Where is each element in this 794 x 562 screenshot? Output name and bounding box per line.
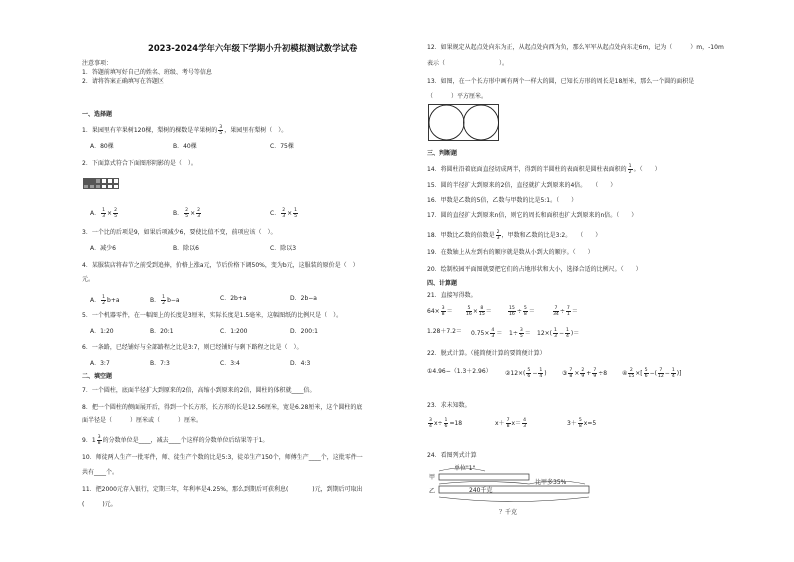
unit-label: 单位"1" (454, 465, 476, 472)
question-21: 21．直接写得数。 (427, 292, 477, 299)
question-7: 7．一个圆柱，底面半径扩大到原来的2倍，高缩小到原来的2倍，圆柱的体积就____倍。 (82, 387, 316, 394)
question-11-cont: ( )元。 (82, 501, 117, 508)
question-17: 17．圆的直径扩大到原来n倍，则它的周长和面积也扩大到原来的n倍。（ ） (427, 212, 638, 219)
notes-item: 2．请将答案正确填写在答题区 (82, 78, 164, 85)
calc-item: 1÷ $\frac{3}{5}$ ＝ (509, 328, 531, 339)
question-16: 16．甲数是乙数的5倍，乙数与甲数的比是5:1。（ ） (427, 197, 578, 204)
jia-label: 甲 (429, 474, 436, 481)
question-4: 4．某服装店将春节之前受到追捧，价格上涨a元，节后价格下调50%，变为b元，这服装的原价是（ ） (82, 262, 359, 269)
calc-item: $\frac{7}{34}$ ÷ $\frac{7}{1}$ ＝ (553, 306, 578, 317)
question-10: 10．师徒两人生产一批零件，师、徒生产个数的比是5:3，徒弟生产150个，师傅生产____个，这批零件一 (82, 454, 363, 461)
option-d: D．2b−a (290, 295, 317, 302)
yi-label: 乙 (429, 488, 436, 495)
option-c: C． $\frac{2}{3}$ × $\frac{1}{5}$ (270, 208, 298, 219)
bar-diagram-figure (427, 464, 597, 520)
equation-item: 3＋ $\frac{5}{8}$ x=5 (567, 418, 597, 429)
option-b: B． $\frac{1}{2}$ b−a (150, 295, 180, 306)
option-a: A．80棵 (90, 143, 114, 150)
option-a: A． $\frac{1}{2}$ b+a (90, 295, 120, 306)
question-19: 19．在数轴上从左到右的顺序就是数从小到大的顺序。（ ） (427, 249, 594, 256)
question-8: 8．把一个圆柱的侧面展开后，得到一个长方形，长方形的长是12.56厘米，宽是6.28厘米，这个圆柱的底 (82, 404, 363, 411)
mid-brace (439, 482, 529, 485)
calc-item: $\frac{15}{16}$ ÷ $\frac{5}{8}$ ＝ (509, 306, 535, 317)
question-24: 24．看图列式计算 (427, 452, 477, 459)
jia-bar (439, 474, 529, 480)
question-18: 18．甲数比乙数的倍数是 $\frac{2}{3}$ ，甲数和乙数的比是3:2。 （ ） (427, 230, 602, 241)
question-13: 13．如图，在一个长方形中画有两个一样大的圆，已知长方形的周长是18厘米，那么一个圆的面积是 (427, 78, 695, 85)
option-b: B．除以6 (173, 245, 199, 252)
option-a: A．1:20 (90, 328, 114, 335)
bottom-brace (439, 497, 589, 502)
option-a: A．减少6 (90, 245, 116, 252)
section-heading: 一、选择题 (82, 111, 113, 118)
question-12: 12．如果规定从起点处向东为正，从起点处向西为负，那么军军从起点处向东走6m，记为（ ）m，-10m (427, 44, 724, 51)
question-2: 2．下面算式符合下面图形阴影的是（ ）。 (82, 160, 197, 167)
rectangle-two-circles-figure (428, 104, 500, 142)
option-c: C．2b+a (220, 295, 247, 302)
option-b: B． $\frac{2}{5}$ × $\frac{2}{3}$ (173, 208, 201, 219)
calc-item: 0.75× $\frac{4}{3}$ ＝ (471, 328, 503, 339)
calc-item: ④ $\frac{2}{15}$ ×[ $\frac{5}{6}$ −( $\frac{7}{12}$ − $\frac{1}{4}$ )] (622, 368, 682, 379)
option-a: A． $\frac{1}{3}$ × $\frac{2}{5}$ (90, 208, 118, 219)
question-14: 14．将圆柱沿着底面直径切成两半，得到的半圆柱的表面积是圆柱表面积的 $\frac{1}{2}$ 。（ ） (427, 164, 661, 175)
exam-title: 2023-2024学年六年级下学期小升初模拟测试数学试卷 (148, 43, 358, 53)
option-d: D．200:1 (290, 328, 318, 335)
option-c: C．75棵 (270, 143, 294, 150)
calc-item: ③ $\frac{7}{8}$ × $\frac{2}{9}$ + $\frac{7}{9}$ ÷8 (562, 368, 608, 379)
equation-item: x＋ $\frac{7}{8}$ x＝ $\frac{4}{3}$ (495, 418, 526, 429)
question-11: 11．把2000元存入银行，定期三年，年利率是4.25%，那么到期后可获利息( )元，到期后可取出 (82, 486, 363, 493)
question-13-cont: （ ）平方厘米。 (427, 93, 488, 100)
question-12-cont: 表示（ ）。 (427, 60, 509, 67)
option-b: B．20:1 (150, 328, 174, 335)
option-b: B．40棵 (173, 143, 197, 150)
question-22: 22．脱式计算。（能简便计算的要简便计算） (427, 350, 546, 357)
option-c: C．除以3 (270, 245, 297, 252)
question-10-cont: 共有____个。 (82, 469, 119, 476)
calc-item: ②12×( $\frac{5}{6}$ − $\frac{1}{4}$ ) (505, 368, 547, 379)
question-5: 5．一个机器零件，在一幅图上的长度是3厘米，实际长度是1.5毫米，这幅图纸的比例尺是（ ）。 (82, 312, 343, 319)
calc-item: 12×( $\frac{1}{3}$ − $\frac{1}{4}$ )＝ (537, 328, 580, 339)
option-c: C．1:200 (220, 328, 248, 335)
question-4-cont: 元。 (82, 276, 95, 283)
option-a: A．3:7 (90, 360, 110, 367)
question-9: 9．1 $\frac{3}{8}$ 的分数单位是____，减去____个这样的分数单位后结果等于1。 (82, 435, 269, 446)
section-heading: 四、计算题 (427, 280, 458, 287)
question-1: 1．果园里有苹果树120棵，梨树的棵数是苹果树的 $\frac{3}{5}$ ，果园里有梨树（ ）。 (82, 125, 288, 136)
option-c: C．3:4 (220, 360, 240, 367)
section-heading: 二、填空题 (82, 373, 113, 380)
mid-label: 240千克 (469, 487, 493, 494)
shaded-grid-figure (83, 178, 120, 190)
calc-item: $\frac{5}{16}$ × $\frac{8}{15}$ ＝ (466, 306, 492, 317)
notes-item: 1．答题前填写好自己的姓名、班级、考号等信息 (82, 69, 212, 76)
calc-item: 64× $\frac{3}{8}$ ＝ (427, 306, 453, 317)
calc-item: 1.28＋7.2＝ (427, 328, 462, 335)
equation-item: $\frac{3}{4}$ x÷ $\frac{1}{6}$ =18 (429, 418, 463, 429)
right-column (427, 0, 727, 562)
question-15: 15．圆的半径扩大到原来的2倍，直径就扩大到原来的4倍。 （ ） (427, 182, 617, 189)
question-8-cont: 面半径是（ ）厘米或（ ）厘米。 (82, 417, 203, 424)
pct-label: 比甲多35% (535, 479, 567, 486)
section-heading: 三、判断题 (427, 150, 458, 157)
left-column (80, 0, 376, 562)
yi-bar (439, 486, 589, 493)
option-d: D．4:3 (290, 360, 311, 367)
question-23: 23．求未知数。 (427, 402, 471, 409)
question-6: 6．一条路，已经铺好与全部路程之比是3:7，则已经铺好与剩下路程之比是（ ）。 (82, 344, 303, 351)
calc-item: ①4.96−（1.3＋2.96） (427, 368, 492, 375)
question-20: 20．绘制校园平面图就要把它们的占地形状和大小，选择合适的比例尺。（ ） (427, 266, 642, 273)
question-3: 3．一个比的后项是9，如果后项减少6，要使比值不变，前项应该（ ）。 (82, 229, 277, 236)
bottom-label: ？千克 (499, 509, 518, 516)
notes-heading: 注意事项： (82, 60, 113, 67)
option-b: B．7:3 (150, 360, 170, 367)
